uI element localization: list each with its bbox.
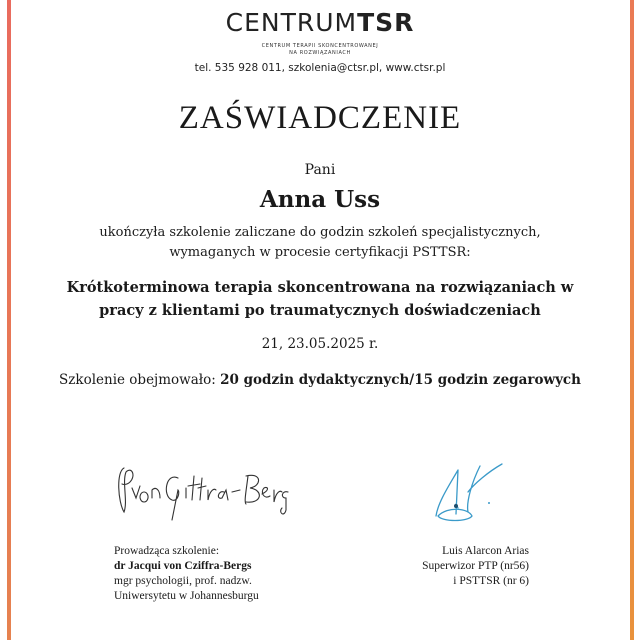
trainer-role: Prowadząca szkolenie: <box>114 545 220 557</box>
supervisor-title: Superwizor PTP (nr56) <box>422 560 529 572</box>
logo-bold-text: TSR <box>357 8 415 37</box>
supervisor-membership: i PSTTSR (nr 6) <box>453 575 529 587</box>
hours-label: Szkolenie obejmowało: <box>59 372 221 388</box>
recipient-name: Anna Uss <box>259 186 381 213</box>
salutation: Pani <box>304 162 336 178</box>
signature-mark <box>454 504 458 508</box>
left-signature <box>112 462 292 524</box>
logo <box>0 8 640 37</box>
signature-dot <box>488 502 490 504</box>
supervisor-name: Luis Alarcon Arias <box>442 545 529 557</box>
course-line: Krótkoterminowa terapia skoncentrowana na rozwiązaniach w <box>66 279 574 296</box>
course-line: pracy z klientami po traumatycznych doświadczeniach <box>99 302 541 319</box>
supervisor-info <box>422 544 529 589</box>
certificate-title: ZAŚWIADCZENIE <box>178 100 462 136</box>
contact-info: tel. 535 928 011, szkolenia@ctsr.pl, www.ctsr.pl <box>194 62 446 74</box>
course-title <box>0 276 640 322</box>
trainer-affiliation: Uniwersytetu w Johannesburgu <box>114 590 259 602</box>
course-date: 21, 23.05.2025 r. <box>261 336 379 352</box>
logo-subtitle <box>0 43 640 57</box>
trainer-info <box>114 544 259 604</box>
logo-subtitle-line: NA ROZWIĄZANIACH <box>289 50 351 56</box>
course-hours <box>0 372 640 388</box>
logo-light-text: CENTRUM <box>225 8 358 37</box>
hours-value: 20 godzin dydaktycznych/15 godzin zegarowych <box>220 372 581 388</box>
logo-subtitle-line: CENTRUM TERAPII SKONCENTROWANEJ <box>261 43 379 49</box>
right-signature <box>428 462 518 524</box>
trainer-credentials: mgr psychologii, prof. nadzw. <box>114 575 252 587</box>
body-line: ukończyła szkolenie zaliczane do godzin szkoleń specjalistycznych, <box>99 225 541 240</box>
certificate-body <box>0 223 640 263</box>
trainer-name: dr Jacqui von Cziffra-Bergs <box>114 560 252 572</box>
body-line: wymaganych w procesie certyfikacji PSTTSR: <box>169 245 471 260</box>
